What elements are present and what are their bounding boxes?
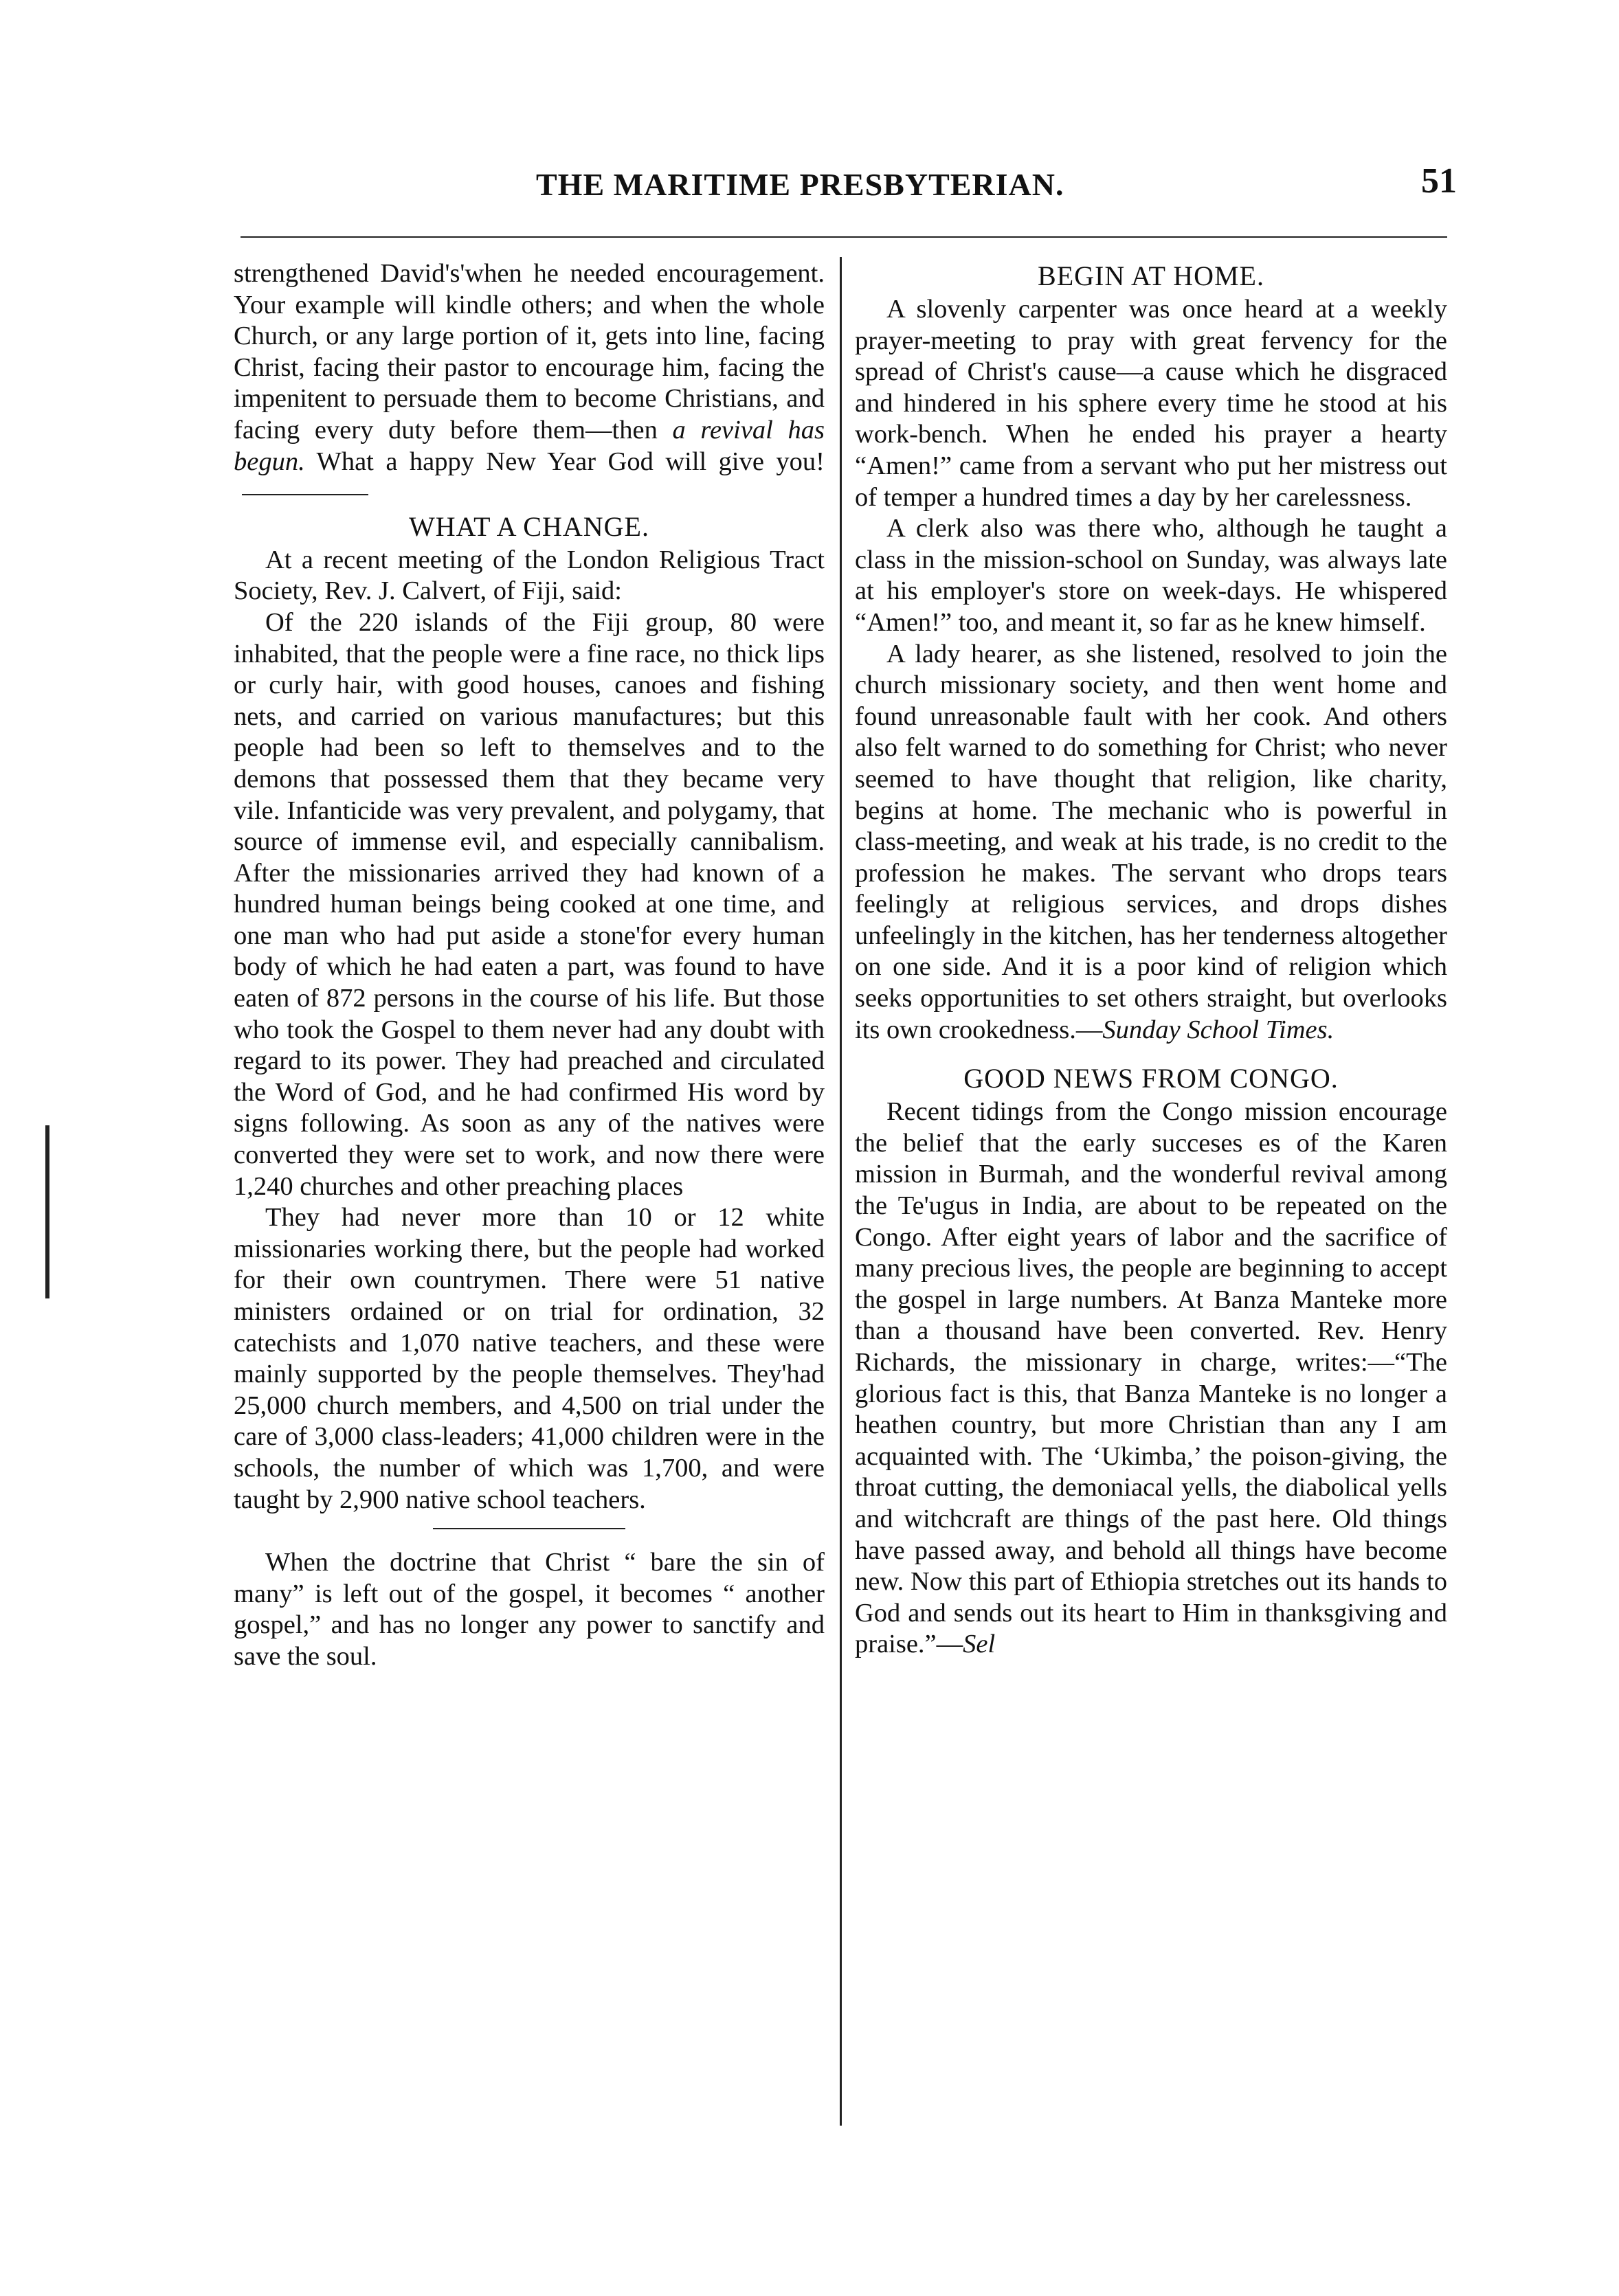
header-rule <box>241 236 1447 238</box>
right-column <box>855 258 1447 1661</box>
paragraph-text: Recent tidings from the Congo mission encourage the belief that the early succeses es of the Karen mission in Burmah, and the wonderful revival among the Te'ugus in India, are about to be repeated on the Congo. After eight years of labor and the sacrifice of many precious lives, the people are beginning to accept the gospel in large numbers. At Banza Manteke more than a thousand have been converted. Rev. Henry Richards, the missionary in charge, writes:—“The glorious fact is this, that Banza Manteke is no longer a heathen country, but more Christian than any I am acquainted with. The ‘Ukimba,’ the poison-giving, the throat cutting, the demoniacal yells, the diabolical yells and witchcraft are things of the past here. Old things have passed away, and behold all things have become new. Now this part of Ethiopia stretches out its hands to God and sends out its heart to Him in thanksgiving and praise.”— <box>855 1097 1447 1659</box>
article-continuation <box>234 258 825 509</box>
section-rule <box>433 1528 625 1529</box>
paragraph-text: A lady hearer, as she listened, resolved to join the church missionary society, and then went home and found unreasonable fault with her cook. And others also felt warned to do something for Christ; who never seemed to have thought that religion, like charity, begins at home. The mechanic who is powerful in class-meeting, and weak at his trade, is no credit to the profession he makes. The servant who drops tears feelingly at religious services, and drops dishes unfeelingly in the kitchen, has her tenderness altogether on one side. And it is a poor kind of religion which seeks opportunities to set others straight, but overlooks its own crookedness.— <box>855 639 1447 1044</box>
end-rule <box>242 494 368 495</box>
heading-good-news-from-congo: GOOD NEWS FROM CONGO. <box>963 1063 1339 1094</box>
paragraph-text: What a happy New Year God will give you! <box>304 447 825 476</box>
spacer <box>855 1046 1447 1061</box>
paragraph: When the doctrine that Christ “ bare the sin of many” is left out of the gospel, it becomes “ another gospel,” and has no longer any power to sanctify and save the soul. <box>234 1548 825 1671</box>
paragraph: Of the 220 islands of the Fiji group, 80 were inhabited, that the people were a fine race, no thick lips or curly hair, with good houses, canoes and fishing nets, and carried on various manufactures; but this people had been so left to themselves and to the demons that possessed them that they became very vile. Infanticide was very prevalent, and polygamy, that source of immense evil, and especially cannibalism. After the missionaries arrived they had known of a hundred human beings being cooked at one time, and one man who had put aside a stone'for every human body of which he had eaten a part, was found to have eaten of 872 persons in the course of his life. But those who took the Gospel to them never had any doubt with regard to its power. They had preached and circulated the Word of God, and he had confirmed His word by signs following. As soon as any of the natives were converted they were set to work, and now there were 1,240 churches and other preaching places <box>234 607 825 1201</box>
heading-what-a-change: WHAT A CHANGE. <box>409 510 649 542</box>
italic-phrase: a revival has begun. <box>234 415 825 476</box>
column-divider <box>840 257 842 2126</box>
left-column <box>234 258 825 1673</box>
running-title: THE MARITIME PRESBYTERIAN. <box>536 167 1064 202</box>
paragraph: At a recent meeting of the London Religious Tract Society, Rev. J. Calvert, of Fiji, said: <box>234 545 825 606</box>
paragraph <box>855 1096 1447 1661</box>
paragraph-text: strengthened David's'when he needed encouragement. Your example will kindle others; and when the whole Church, or any large portion of it, gets into line, facing Christ, facing their pastor to encourage him, facing the impenitent to persuade them to become Christians, and facing every duty before them—then <box>234 259 825 444</box>
page-header <box>234 159 1457 209</box>
margin-mark <box>45 1125 49 1298</box>
paragraph: They had never more than 10 or 12 white missionaries working there, but the people had worked for their own countrymen. There were 51 native ministers ordained or on trial for ordination, 32 catechists and 1,070 native teachers, and these were mainly supported by the people themselves. They'had 25,000 church members, and 4,500 on trial under the care of 3,000 class-leaders; 41,000 children were in the schools, the number of which was 1,700, and were taught by 2,900 native school teachers. <box>234 1203 825 1514</box>
paragraph: A slovenly carpenter was once heard at a weekly prayer-meeting to pray with great fervency for the spread of Christ's cause—a cause which he disgraced and hindered in his sphere every time he stood at his work-bench. When he ended his prayer a hearty “Amen!” came from a servant who put her mistress out of temper a hundred times a day by her carelessness. <box>855 295 1447 512</box>
source-citation: Sunday School Times. <box>1102 1015 1335 1044</box>
source-citation: Sel <box>963 1630 996 1659</box>
paragraph: A clerk also was there who, although he taught a class in the mission-school on Sunday, was always late at his employer's store on week-days. He whispered “Amen!” too, and meant it, so far as he knew himself. <box>855 514 1447 637</box>
heading-begin-at-home: BEGIN AT HOME. <box>1038 260 1264 291</box>
paragraph <box>855 639 1447 1046</box>
page-number: 51 <box>1421 161 1457 201</box>
